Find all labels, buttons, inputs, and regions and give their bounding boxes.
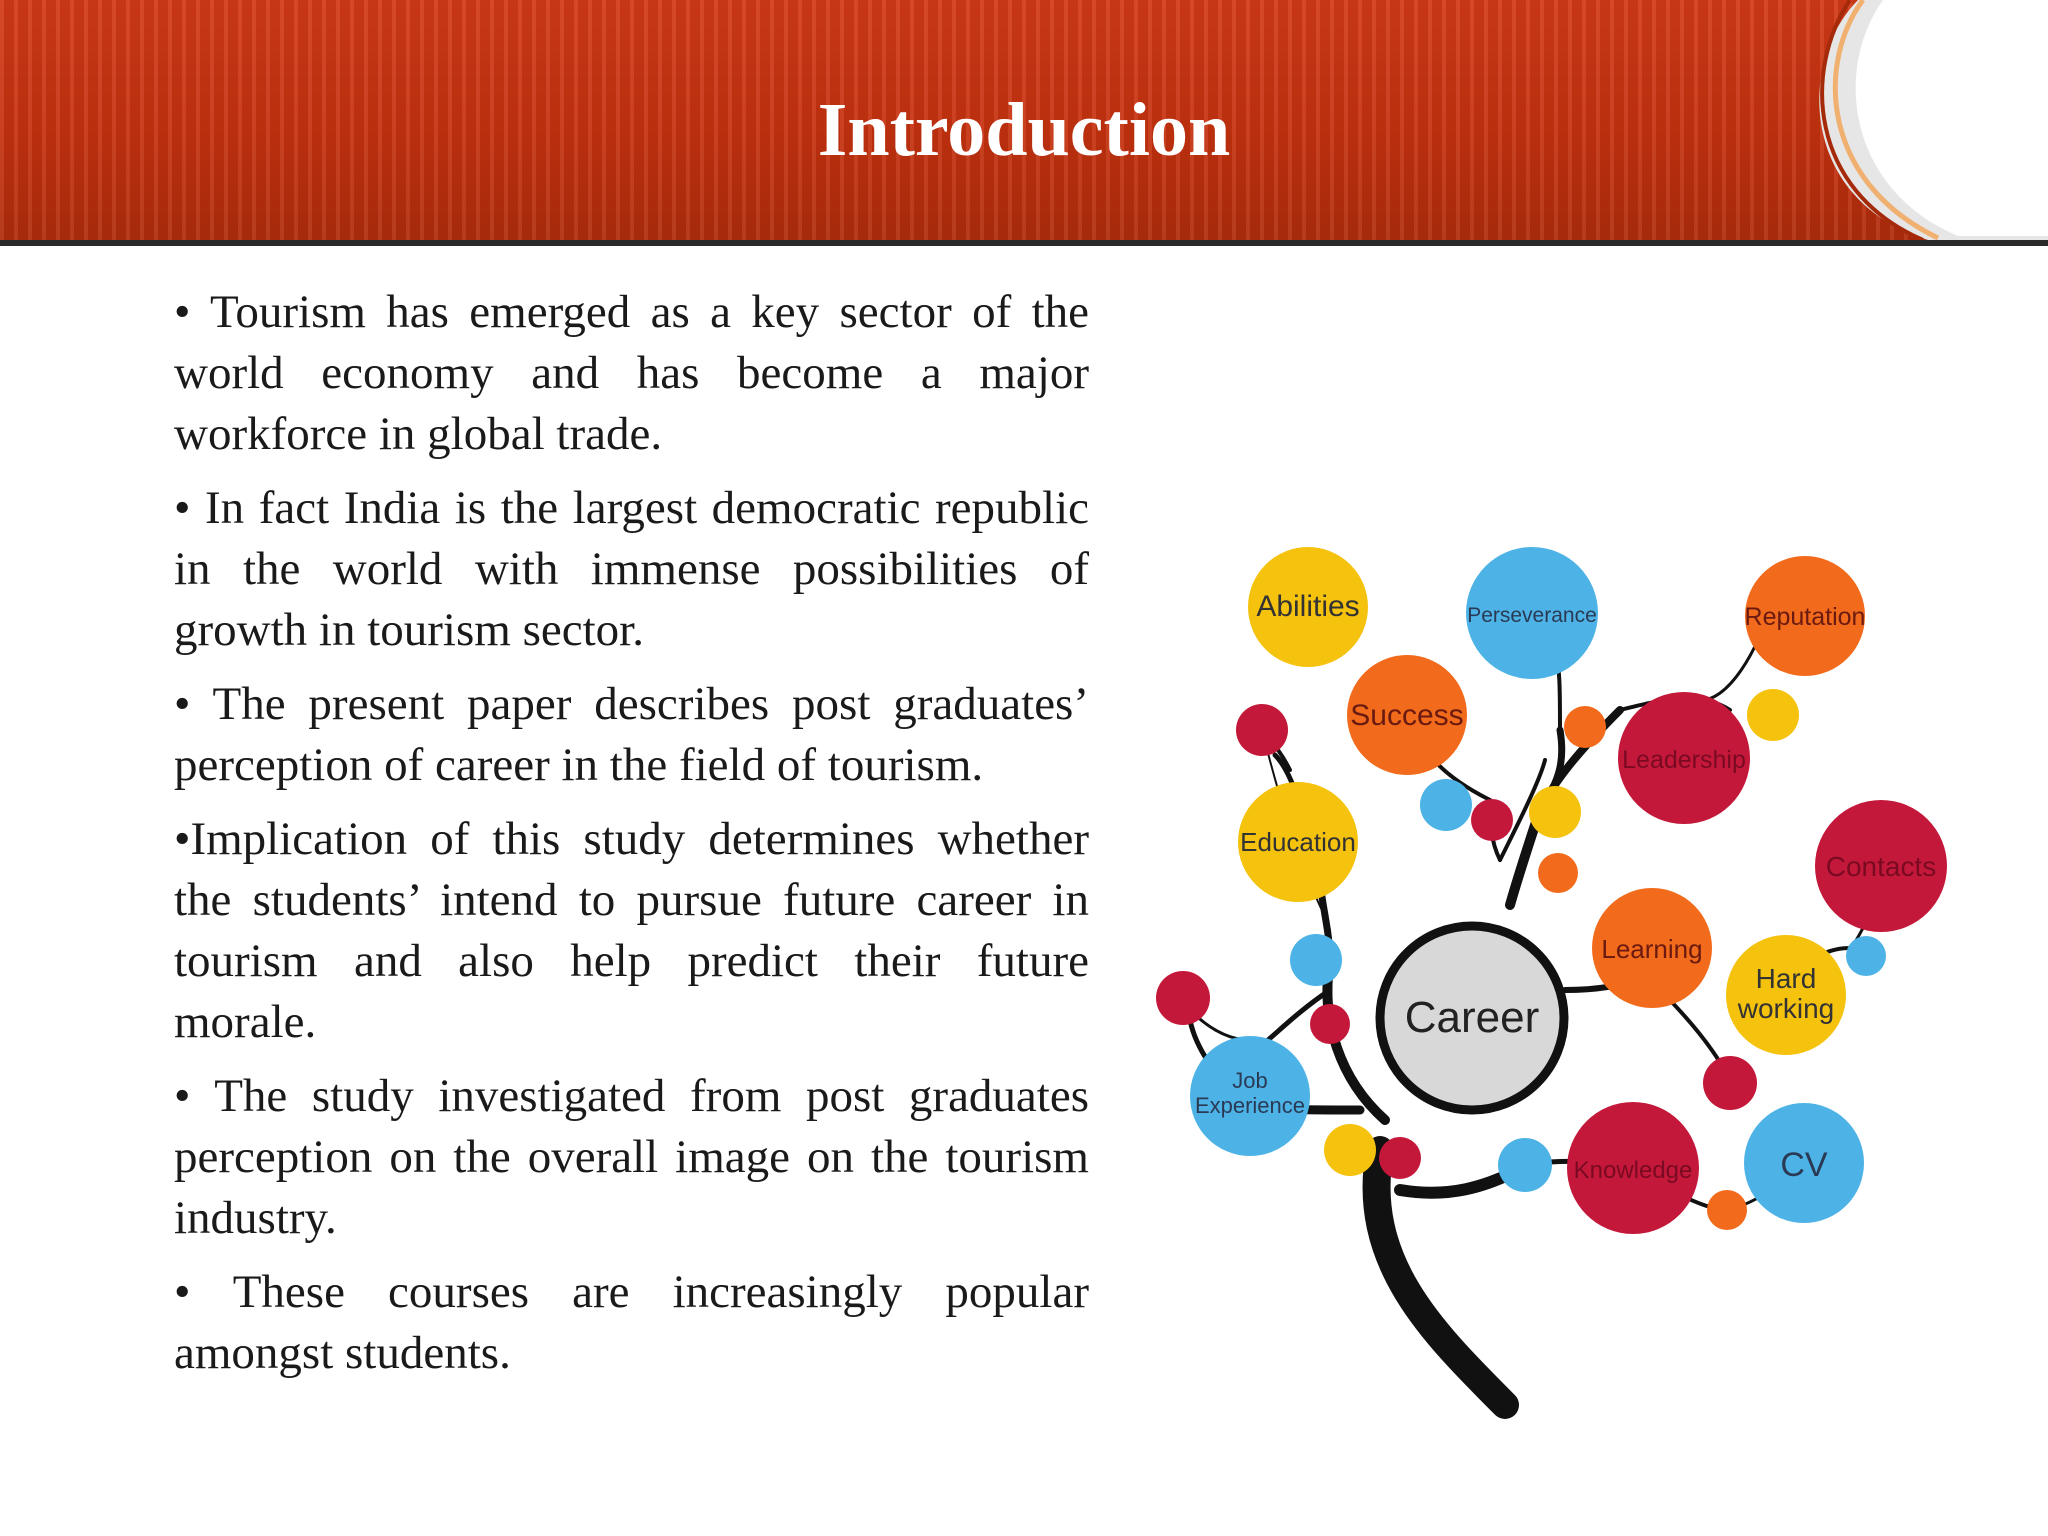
svg-text:Success: Success bbox=[1350, 699, 1464, 732]
svg-text:CV: CV bbox=[1780, 1146, 1828, 1184]
node-hard-working bbox=[1726, 935, 1846, 1055]
svg-text:Abilities: Abilities bbox=[1256, 590, 1360, 623]
bullet-item: • The present paper describes post graduates’ perception of career in the field of tourism. bbox=[174, 678, 1089, 791]
svg-text:Career: Career bbox=[1404, 993, 1540, 1042]
node-knowledge bbox=[1567, 1102, 1699, 1234]
bullet-item: •Implication of this study determines whether the students’ intend to pursue future career in tourism and also help predict their future morale. bbox=[174, 813, 1089, 1048]
svg-text:Perseverance: Perseverance bbox=[1467, 604, 1597, 627]
svg-text:Job: Job bbox=[1232, 1068, 1268, 1093]
node-career-center bbox=[1380, 926, 1564, 1110]
slide-title: Introduction bbox=[817, 88, 1231, 172]
svg-text:Education: Education bbox=[1240, 827, 1356, 857]
node-leadership bbox=[1618, 692, 1750, 824]
title-banner bbox=[0, 0, 2048, 246]
bullet-item: • In fact India is the largest democratic republic in the world with immense possibilities of growth in tourism sector. bbox=[174, 482, 1089, 656]
bullet-item: • These courses are increasingly popular amongst students. bbox=[174, 1266, 1089, 1379]
svg-text:Hard: Hard bbox=[1755, 963, 1817, 994]
career-tree-diagram bbox=[1140, 520, 1970, 1420]
bullet-item: • The study investigated from post graduates perception on the overall image on the tourism industry. bbox=[174, 1070, 1089, 1244]
node-job-experience bbox=[1190, 1036, 1310, 1156]
node-contacts bbox=[1815, 800, 1947, 932]
svg-text:Knowledge: Knowledge bbox=[1573, 1157, 1693, 1184]
node-success bbox=[1347, 655, 1467, 775]
svg-text:Experience: Experience bbox=[1194, 1093, 1306, 1118]
node-reputation bbox=[1745, 556, 1866, 676]
svg-text:Reputation: Reputation bbox=[1744, 603, 1866, 631]
svg-text:Leadership: Leadership bbox=[1622, 746, 1746, 774]
node-abilities bbox=[1248, 547, 1368, 667]
bullet-item: • Tourism has emerged as a key sector of the world economy and has become a major workforce in global trade. bbox=[174, 286, 1089, 460]
node-perseverance bbox=[1466, 547, 1598, 679]
node-learning bbox=[1592, 888, 1712, 1008]
svg-text:Contacts: Contacts bbox=[1825, 851, 1937, 882]
svg-text:working: working bbox=[1737, 993, 1835, 1024]
svg-text:Learning: Learning bbox=[1601, 934, 1703, 964]
node-cv bbox=[1744, 1103, 1864, 1223]
bullet-list bbox=[174, 282, 1089, 1397]
node-education bbox=[1238, 782, 1358, 902]
